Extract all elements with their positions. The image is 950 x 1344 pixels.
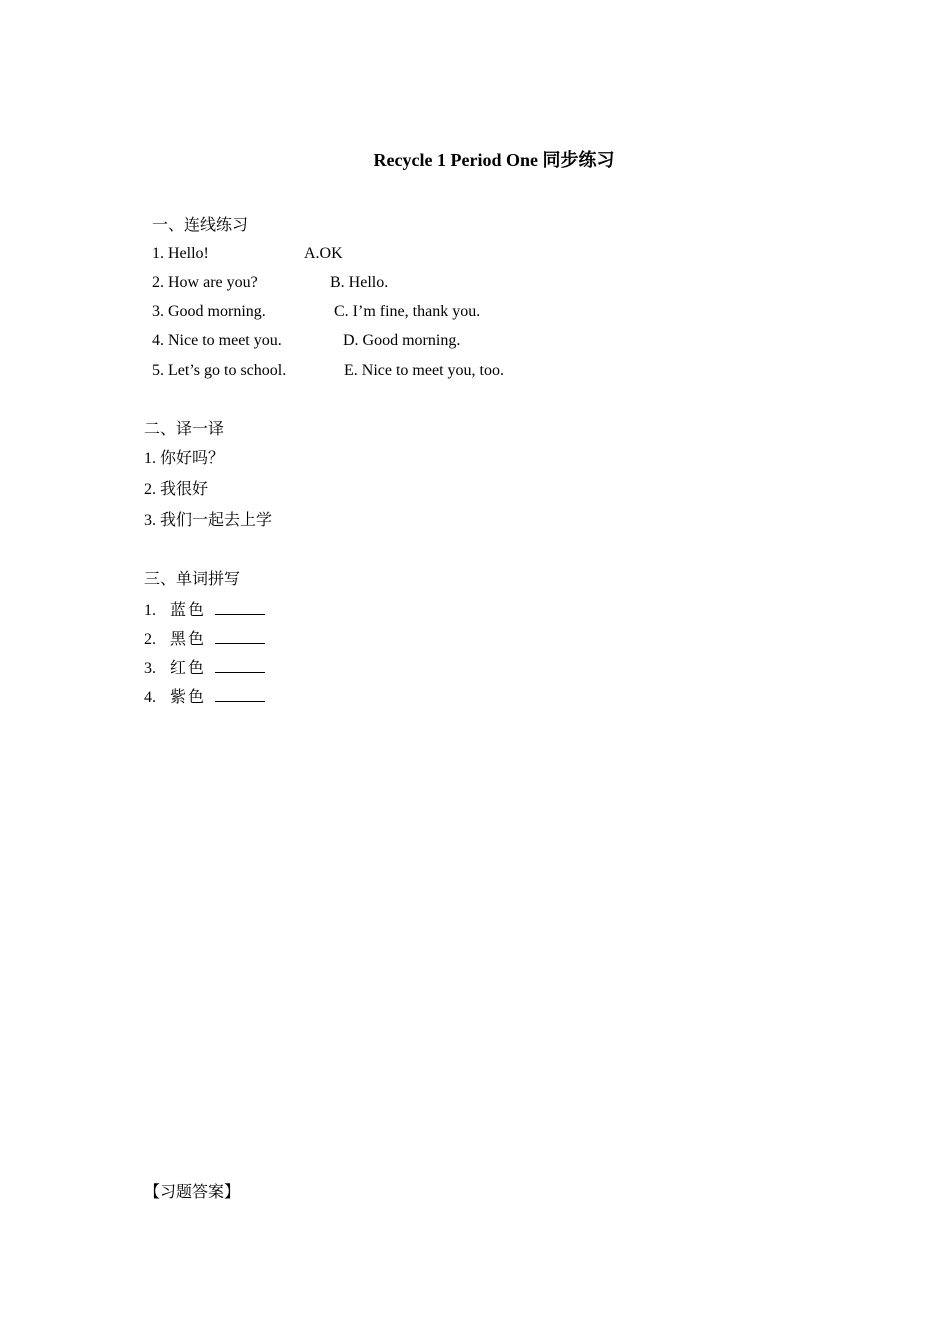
spelling-number: 2. [144, 631, 156, 648]
answer-blank[interactable] [215, 628, 265, 644]
translate-item-1: 1. 你好吗？ [144, 450, 225, 467]
spelling-word: 红色 [170, 660, 207, 677]
section3-heading: 三、单词拼写 [144, 571, 241, 588]
spelling-word: 紫色 [170, 689, 207, 706]
spelling-word: 蓝色 [170, 602, 207, 619]
answer-blank[interactable] [215, 599, 265, 615]
section2-heading: 二、译一译 [144, 421, 225, 438]
section1-heading: 一、连线练习 [152, 217, 249, 234]
answer-blank[interactable] [215, 657, 265, 673]
spelling-word: 黑色 [170, 631, 207, 648]
translate-item-3: 3. 我们一起去上学 [144, 512, 273, 529]
spelling-item [144, 686, 265, 708]
spelling-item [144, 628, 265, 650]
translate-item-2: 2. 我很好 [144, 481, 209, 498]
answer-blank[interactable] [215, 686, 265, 702]
match-left-2: 2. How are you? [152, 274, 258, 291]
match-right-4: D. Good morning. [343, 332, 461, 349]
match-left-4: 4. Nice to meet you. [152, 332, 282, 349]
spelling-number: 3. [144, 660, 156, 677]
spelling-item [144, 657, 265, 679]
spelling-number: 4. [144, 689, 156, 706]
match-left-3: 3. Good morning. [152, 303, 266, 320]
match-right-1: A.OK [304, 245, 343, 262]
match-right-3: C. I’m fine, thank you. [334, 303, 481, 320]
answers-heading: 【习题答案】 [144, 1184, 241, 1201]
match-left-1: 1. Hello! [152, 245, 209, 262]
page-title: Recycle 1 Period One 同步练习 [373, 150, 615, 170]
spelling-number: 1. [144, 602, 156, 619]
spelling-item [144, 599, 265, 621]
match-right-2: B. Hello. [330, 274, 389, 291]
match-left-5: 5. Let’s go to school. [152, 362, 287, 379]
match-right-5: E. Nice to meet you, too. [344, 362, 504, 379]
